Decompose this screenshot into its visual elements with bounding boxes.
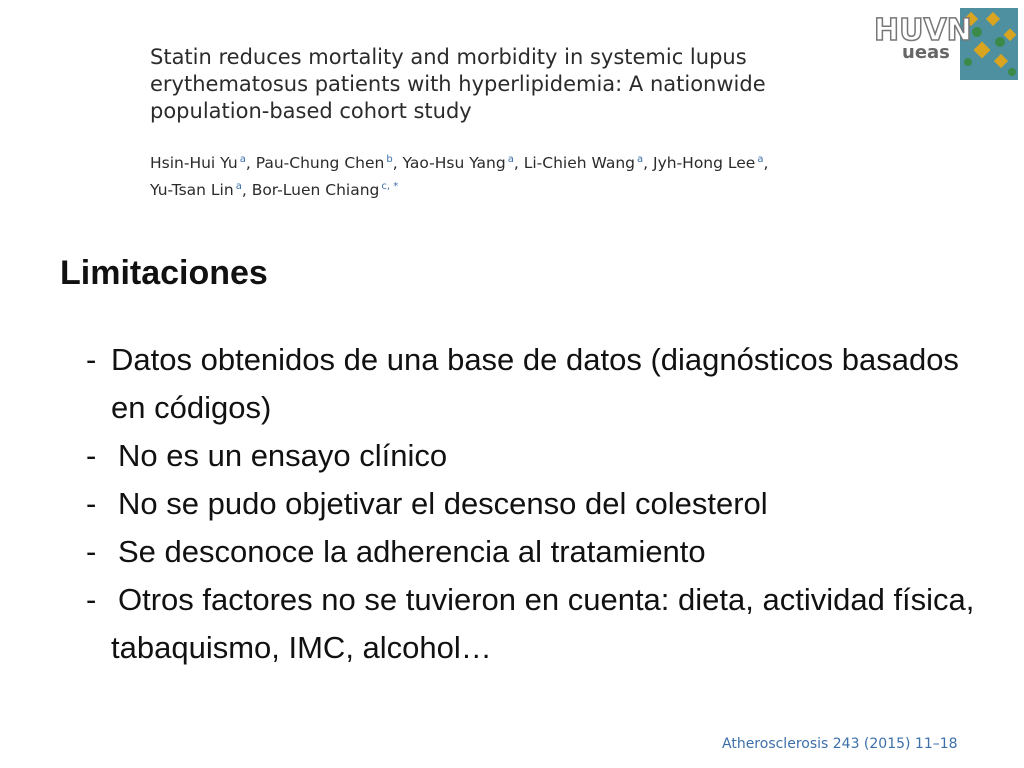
dash-bullet: -: [86, 582, 97, 617]
author-affiliation: a: [637, 154, 644, 165]
author-affiliation: c, *: [381, 181, 399, 192]
limitation-text: Se desconoce la adherencia al tratamiento: [118, 534, 706, 569]
logo-text-top: HUVN: [874, 13, 972, 48]
list-item: [86, 480, 986, 528]
author-affiliation: a: [507, 154, 514, 165]
logo-text-bottom: ueas: [902, 42, 950, 63]
paper-title: Statin reduces mortality and morbidity in systemic lupus erythematosus patients with hyperlipidemia: A nationwide population-based cohort study: [150, 45, 766, 123]
section-title: Limitaciones: [60, 254, 268, 292]
dash-bullet: -: [86, 342, 97, 377]
dash-bullet: -: [86, 534, 97, 569]
list-item: [86, 432, 986, 480]
author-name: Yu-Tsan Lin: [150, 181, 234, 199]
author-name: Pau-Chung Chen: [255, 154, 385, 172]
limitation-text: Datos obtenidos de una base de datos (diagnósticos basados en códigos): [111, 342, 959, 425]
limitations-list: [86, 336, 986, 672]
list-item: [86, 336, 986, 432]
journal-citation: Atherosclerosis 243 (2015) 11–18: [722, 736, 958, 752]
author-affiliation: a: [235, 181, 242, 192]
author-affiliation: b: [386, 154, 393, 165]
author-affiliation: a: [757, 154, 764, 165]
author-affiliation: a: [239, 154, 246, 165]
limitation-text: No es un ensayo clínico: [118, 438, 448, 473]
limitation-text: Otros factores no se tuvieron en cuenta: dieta, actividad física, tabaquismo, IMC, alcohol…: [111, 582, 975, 665]
huvn-logo: [872, 4, 1022, 84]
list-item: [86, 528, 986, 576]
dash-bullet: -: [86, 438, 97, 473]
author-name: Yao-Hsu Yang: [402, 154, 506, 172]
author-name: Hsin-Hui Yu: [150, 154, 238, 172]
dash-bullet: -: [86, 486, 97, 521]
author-name: Li-Chieh Wang: [523, 154, 635, 172]
author-name: Bor-Luen Chiang: [251, 181, 380, 199]
author-list: Hsin-Hui Yu $^a$, Pau-Chung Chen $^b$, Yao-Hsu Yang $^a$, Li-Chieh Wang $^a$, Jyh-Hong Lee $^a$, Yu-Tsan Lin $^a$, Bor-Luen Chiang $^{c, *}$: [150, 154, 769, 199]
author-name: Jyh-Hong Lee: [653, 154, 756, 172]
list-item: [86, 576, 986, 672]
limitation-text: No se pudo objetivar el descenso del colesterol: [118, 486, 768, 521]
